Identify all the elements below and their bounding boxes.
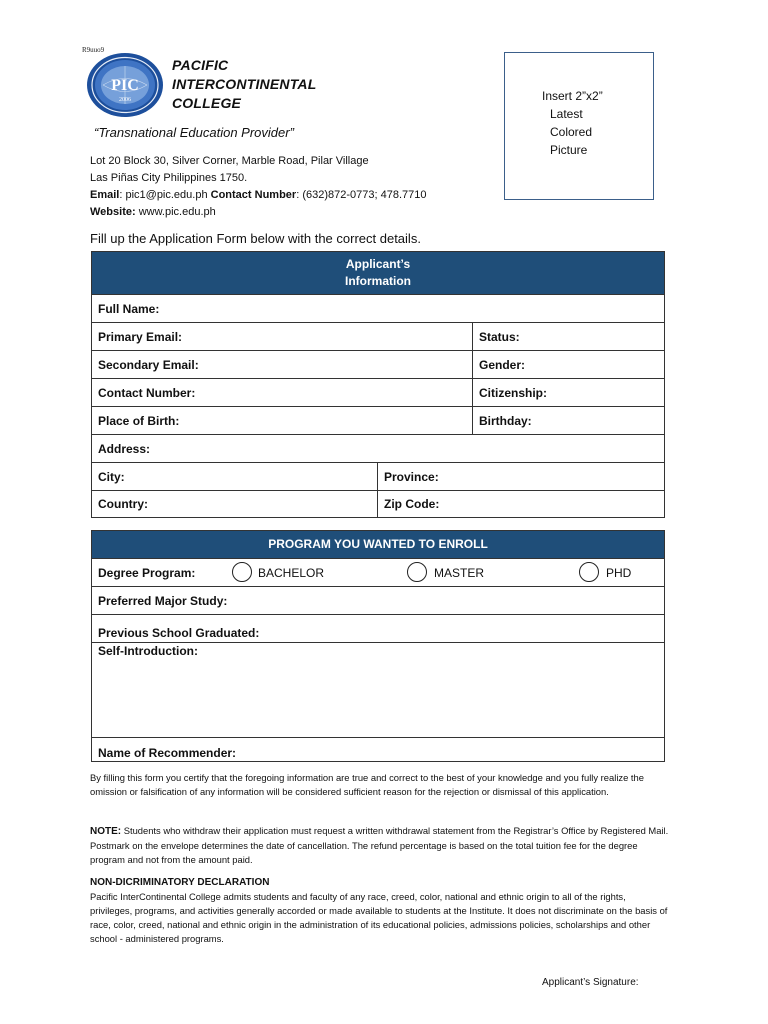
address-field[interactable]: Address:	[92, 435, 665, 463]
previous-school-field[interactable]: Previous School Graduated:	[92, 615, 665, 643]
email-value: : pic1@pic.edu.ph	[119, 189, 211, 201]
contact-number-label: Contact Number	[210, 189, 297, 201]
email-contact-line	[90, 187, 426, 204]
document-code: R9uuo9	[82, 46, 105, 54]
svg-text:PIC: PIC	[111, 77, 139, 94]
place-of-birth-field[interactable]: Place of Birth:	[92, 407, 473, 435]
master-label: MASTER	[434, 566, 485, 580]
college-name-line: INTERCONTINENTAL	[172, 76, 317, 92]
status-field[interactable]: Status:	[473, 323, 665, 351]
full-name-field[interactable]: Full Name:	[92, 295, 665, 323]
birthday-field[interactable]: Birthday:	[473, 407, 665, 435]
email-label: Email	[90, 189, 120, 201]
citizenship-field[interactable]: Citizenship:	[473, 379, 665, 407]
contact-block	[90, 153, 426, 221]
program-section-header: PROGRAM YOU WANTED TO ENROLL	[92, 531, 665, 559]
photo-placeholder-box[interactable]	[504, 52, 654, 200]
degree-program-label: Degree Program:	[98, 566, 196, 580]
applicant-information-table	[91, 251, 665, 518]
form-instruction: Fill up the Application Form below with the correct details.	[90, 231, 421, 246]
photo-box-line: Picture	[550, 143, 588, 157]
phd-radio[interactable]	[579, 562, 599, 582]
non-discriminatory-title: NON-DICRIMINATORY DECLARATION	[90, 877, 270, 888]
non-discriminatory-text: Pacific InterContinental College admits students and faculty of any race, creed, color, national and ethnic origin to all of the rights, privileges, programs, and activities generally accorded or made available to students at the Institute. It does not discriminate on the basis of race, color, creed, national and ethnic origin in the administration of its educational policies, admissions policies, scholarships and other school - administered programs.	[90, 891, 668, 944]
college-name-line: COLLEGE	[172, 95, 242, 111]
secondary-email-field[interactable]: Secondary Email:	[92, 351, 473, 379]
gender-field[interactable]: Gender:	[473, 351, 665, 379]
photo-box-line: Colored	[550, 125, 593, 139]
note-label: NOTE:	[90, 826, 122, 837]
country-field[interactable]: Country:	[92, 491, 378, 518]
photo-box-line: Insert 2”x2”	[542, 89, 603, 103]
master-radio[interactable]	[407, 562, 427, 582]
contact-number-field[interactable]: Contact Number:	[92, 379, 473, 407]
photo-box-line: Latest	[550, 107, 583, 121]
degree-program-row	[92, 559, 665, 587]
primary-email-field[interactable]: Primary Email:	[92, 323, 473, 351]
program-enrollment-table	[91, 530, 665, 762]
college-seal-logo	[86, 52, 164, 118]
preferred-major-field[interactable]: Preferred Major Study:	[92, 587, 665, 615]
contact-number-value: : (632)872-0773; 478.7710	[296, 189, 427, 201]
applicant-section-header: Applicant’s Information	[92, 252, 665, 295]
college-name	[172, 56, 317, 113]
website-label: Website:	[90, 206, 136, 218]
applicant-signature-label[interactable]: Applicant’s Signature:	[542, 977, 639, 988]
bachelor-label: BACHELOR	[258, 566, 325, 580]
svg-text:2006: 2006	[119, 97, 131, 103]
self-introduction-field[interactable]: Self-Introduction:	[92, 643, 665, 738]
address-line: Las Piñas City Philippines 1750.	[90, 172, 248, 184]
college-name-line: PACIFIC	[172, 57, 229, 73]
phd-label: PHD	[606, 566, 632, 580]
bachelor-radio[interactable]	[232, 562, 252, 582]
note-paragraph	[90, 824, 670, 867]
city-field[interactable]: City:	[92, 463, 378, 491]
website-line	[90, 204, 426, 221]
certification-paragraph: By filling this form you certify that the foregoing information are true and correct to the best of your knowledge and you fully realize the omission or falsification of any information will be considered sufficient reason for the rejection or dismissal of this application.	[90, 772, 644, 797]
website-value: www.pic.edu.ph	[135, 206, 216, 218]
tagline: “Transnational Education Provider”	[94, 125, 294, 140]
zip-code-field[interactable]: Zip Code:	[378, 491, 665, 518]
address-line: Lot 20 Block 30, Silver Corner, Marble Road, Pilar Village	[90, 155, 369, 167]
recommender-field[interactable]: Name of Recommender:	[92, 738, 665, 762]
note-text: Students who withdraw their application must request a written withdrawal statement from the Registrar’s Office by Registered Mail. Postmark on the envelope determines the date of cancellation. The refund percentage is based on the total tuition fee for the degree program and not from the amount paid.	[90, 825, 669, 865]
province-field[interactable]: Province:	[378, 463, 665, 491]
